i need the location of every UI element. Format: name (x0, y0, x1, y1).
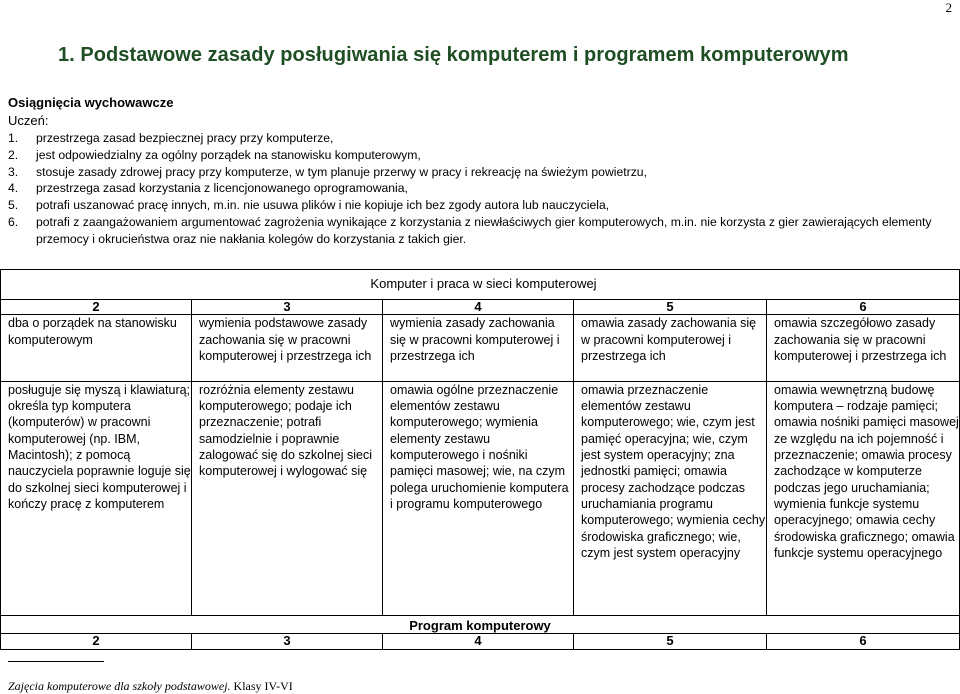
goal-item (8, 147, 948, 164)
level-header: 2 (1, 634, 192, 650)
goals-list (8, 130, 948, 248)
table-cell: wymienia podstawowe zasady zachowania się w pracowni komputerowej i przestrzega ich (192, 315, 383, 382)
goal-item (8, 197, 948, 214)
program-level-row (1, 634, 960, 650)
section-header-row (1, 270, 960, 300)
table-row (1, 315, 960, 382)
curriculum-table (0, 269, 960, 650)
table-cell: dba o porządek na stanowisku komputerowym (1, 315, 192, 382)
goal-item (8, 164, 948, 181)
level-header: 3 (192, 299, 383, 315)
table-cell: omawia zasady zachowania się w pracowni komputerowej i przestrzega ich (574, 315, 767, 382)
level-header: 4 (383, 299, 574, 315)
goal-item (8, 214, 948, 248)
page-title: 1. Podstawowe zasady posługiwania się komputerem i programem komputerowym (58, 44, 849, 66)
program-section-title: Program komputerowy (1, 616, 960, 634)
goal-text: jest odpowiedzialny za ogólny porządek na stanowisku komputerowym, (36, 147, 421, 162)
table-cell: omawia ogólne przeznaczenie elementów zestawu komputerowego; wymienia elementy zestawu komputerowego i nośniki pamięci masowej; wie, na czym polega uruchomienie komputera i programu komputerowego (383, 381, 574, 615)
page-footer (8, 679, 293, 694)
footer-divider (8, 661, 104, 662)
goal-item (8, 130, 948, 147)
goal-text: przestrzega zasad korzystania z licencjonowanego oprogramowania, (36, 181, 408, 196)
level-header: 6 (767, 299, 960, 315)
level-header: 5 (574, 634, 767, 650)
goal-number: 1. (8, 131, 19, 145)
level-header: 4 (383, 634, 574, 650)
goal-text: potrafi uszanować pracę innych, m.in. nie usuwa plików i nie kopiuje ich bez zgody autora lub nauczyciela, (36, 198, 610, 213)
level-header: 6 (767, 634, 960, 650)
table-row (1, 381, 960, 615)
goal-number: 4. (8, 181, 19, 196)
page-number: 2 (945, 0, 952, 15)
table-cell: omawia wewnętrzną budowę komputera – rodzaje pamięci; omawia nośniki pamięci masowej ze względu na ich pojemność i przeznaczenie; omawia procesy zachodzące w komputerze podczas jego uruchamiania; wymienia funkcje systemu operacyjnego; omawia cechy środowiska graficznego; omawia funkcje systemu operacyjnego (767, 381, 960, 615)
goal-number: 5. (8, 198, 19, 213)
table-cell: omawia szczegółowo zasady zachowania się w pracowni komputerowej i przestrzega ich (767, 315, 960, 382)
footer-grades: Klasy IV-VI (230, 679, 293, 693)
goal-item (8, 180, 948, 197)
goals-heading: Osiągnięcia wychowawcze (8, 95, 174, 110)
goal-text: potrafi z zaangażowaniem argumentować zagrożenia wynikające z korzystania z niewłaściwych gier komputerowych, m.in. nie korzysta z gier zawierających elementy przemocy i okrucieństwa oraz nie nakłania kolegów do korzystania z takich gier. (36, 214, 932, 246)
level-header: 2 (1, 299, 192, 315)
footer-book-title: Zajęcia komputerowe dla szkoły podstawowej. (8, 679, 231, 693)
student-label: Uczeń: (8, 113, 49, 128)
goal-text: przestrzega zasad bezpiecznej pracy przy komputerze, (36, 131, 334, 145)
goal-number: 3. (8, 164, 19, 179)
table-cell: rozróżnia elementy zestawu komputerowego; podaje ich przeznaczenie; potrafi samodzielnie i poprawnie zalogować się do szkolnej sieci komputerowej i wylogować się (192, 381, 383, 615)
program-header-row (1, 616, 960, 634)
goal-number: 6. (8, 214, 19, 229)
goal-number: 2. (8, 147, 19, 162)
section-title: Komputer i praca w sieci komputerowej (1, 270, 960, 300)
table-cell: posługuje się myszą i klawiaturą; określa typ komputera (komputerów) w pracowni komputerowej (np. IBM, Macintosh); z pomocą nauczyciela poprawnie loguje się do szkolnej sieci komputerowej i kończy pracę z komputerem (1, 381, 192, 615)
table-cell: wymienia zasady zachowania się w pracowni komputerowej i przestrzega ich (383, 315, 574, 382)
level-header-row (1, 299, 960, 315)
level-header: 5 (574, 299, 767, 315)
table-cell: omawia przeznaczenie elementów zestawu komputerowego; wie, czym jest pamięć operacyjna; wie, czym jest system operacyjny; zna jednostki pamięci; omawia procesy zachodzące podczas uruchamiania programu komputerowego; wymienia cechy środowiska graficznego; wie, czym jest system operacyjny (574, 381, 767, 615)
level-header: 3 (192, 634, 383, 650)
goal-text: stosuje zasady zdrowej pracy przy komputerze, w tym planuje przerwy w pracy i rekreację na świeżym powietrzu, (36, 164, 647, 179)
